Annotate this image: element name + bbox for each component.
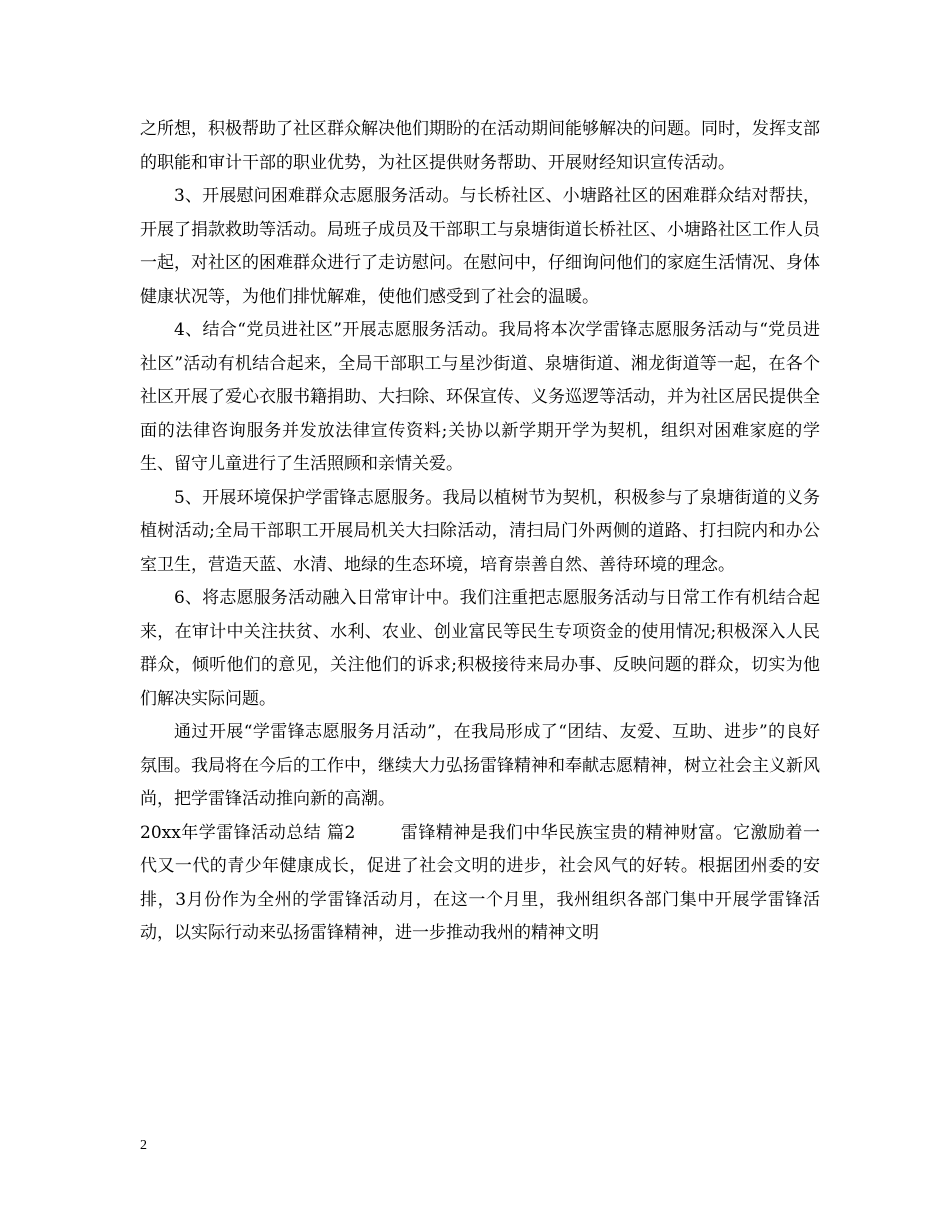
paragraph-item-4: 4、结合“党员进社区”开展志愿服务活动。我局将本次学雷锋志愿服务活动与“党员进社区”活动有机结合起来，全局干部职工与星沙街道、泉塘街道、湘龙街道等一起，在各个社区开展了爱心衣服书籍捐助、大扫除、环保宣传、义务巡逻等活动，并为社区居民提供全面的法律咨询服务并发放法律宣传资料;关协以新学期开学为契机，组织对困难家庭的学生、留守儿童进行了生活照顾和亲情关爱。 [140,320,820,474]
section-paragraph [140,817,820,951]
paragraph-item-3: 3、开展慰问困难群众志愿服务活动。与长桥社区、小塘路社区的困难群众结对帮扶，开展了捐款救助等活动。局班子成员及干部职工与泉塘街道长桥社区、小塘路社区工作人员一起，对社区的困难群众进行了走访慰问。在慰问中，仔细询问他们的家庭生活情况、身体健康状况等，为他们排忧解难，使他们感受到了社会的温暖。 [140,186,820,307]
section-heading: 20xx年学雷锋活动总结 篇2 [140,822,356,843]
paragraph-item-5: 5、开展环境保护学雷锋志愿服务。我局以植树节为契机，积极参与了泉塘街道的义务植树活动;全局干部职工开展局机关大扫除活动，清扫局门外两侧的道路、打扫院内和办公室卫生，营造天蓝、水清、地绿的生态环境，培育崇善自然、善待环境的理念。 [140,487,820,575]
page-number: 2 [140,1138,147,1153]
paragraph-continuation: 之所想，积极帮助了社区群众解决他们期盼的在活动期间能够解决的问题。同时，发挥支部的职能和审计干部的职业优势，为社区提供财务帮助、开展财经知识宣传活动。 [140,119,820,173]
paragraph-conclusion: 通过开展“学雷锋志愿服务月活动”，在我局形成了“团结、友爱、互助、进步”的良好氛围。我局将在今后的工作中，继续大力弘扬雷锋精神和奉献志愿精神，树立社会主义新风尚，把学雷锋活动推向新的高潮。 [140,722,820,809]
document-body [140,113,820,951]
section-text: 雷锋精神是我们中华民族宝贵的精神财富。它激励着一代又一代的青少年健康成长，促进了社会文明的进步，社会风气的好转。根据团州委的安排，3月份作为全州的学雷锋活动月，在这一个月里，我州组织各部门集中开展学雷锋活动，以实际行动来弘扬雷锋精神，进一步推动我州的精神文明 [140,822,820,943]
paragraph-item-6: 6、将志愿服务活动融入日常审计中。我们注重把志愿服务活动与日常工作有机结合起来，在审计中关注扶贫、水利、农业、创业富民等民生专项资金的使用情况;积极深入人民群众，倾听他们的意见，关注他们的诉求;积极接待来局办事、反映问题的群众，切实为他们解决实际问题。 [140,588,820,709]
